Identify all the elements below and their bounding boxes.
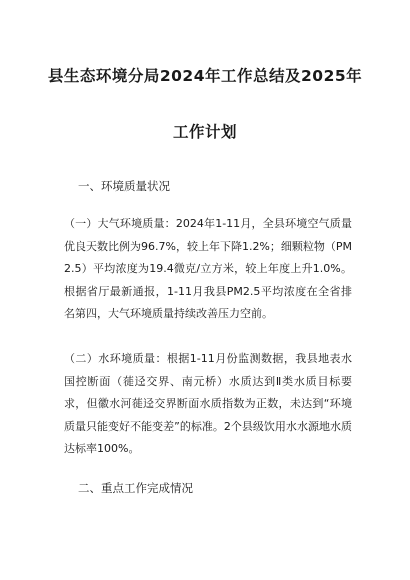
- document-title-line-1: 县生态环境分局2024年工作总结及2025年: [47, 67, 363, 85]
- section-heading-environment-quality: 一、环境质量状况: [78, 179, 170, 193]
- section-heading-key-work: 二、重点工作完成情况: [78, 481, 193, 495]
- document-title-line-2: 工作计划: [172, 123, 237, 141]
- paragraph-air-quality: （一）大气环境质量：2024年1-11月，全县环境空气质量优良天数比例为96.7%，较上年下降1.2%；细颗粒物（PM2.5）平均浓度为19.4微克/立方米，较上年度上升1.0%。根据省厅最新通报，1-11月我县PM2.5平均浓度在全省排名第四，大气环境质量持续改善压力空前。: [64, 217, 353, 320]
- paragraph-water-quality: （二）水环境质量：根据1-11月份监测数据，我县地表水国控断面（蓰迳交界、南元桥）水质达到Ⅱ类水质目标要求，但徽水河蓰迳交界断面水质指数为正数，未达到“环境质量只能变好不能变差”的标准。2个县级饮用水水源地水质达标率100%。: [64, 352, 352, 455]
